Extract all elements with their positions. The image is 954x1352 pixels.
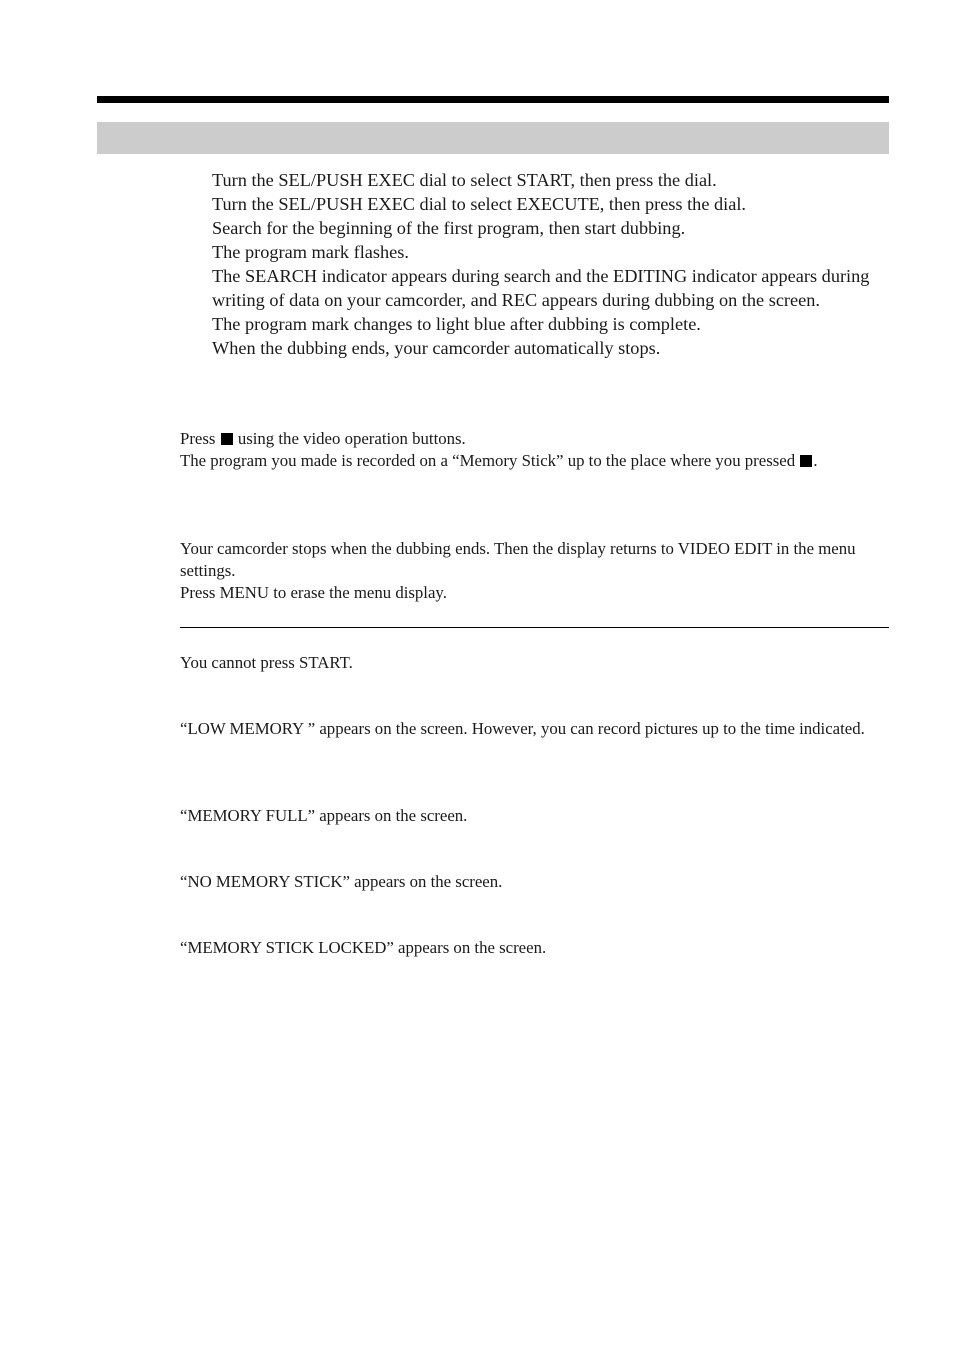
end-instructions xyxy=(180,538,880,604)
step-line: Turn the SEL/PUSH EXEC dial to select START, then press the dial. xyxy=(212,170,717,190)
note-item xyxy=(180,805,880,827)
stop-square-icon xyxy=(221,433,233,445)
end-line-1: Your camcorder stops when the dubbing ends. Then the display returns to VIDEO EDIT in the menu settings. xyxy=(180,539,856,580)
stop-instructions xyxy=(180,428,880,472)
step-line: The program mark changes to light blue after dubbing is complete. xyxy=(212,314,701,334)
note-text: “LOW MEMORY ” appears on the screen. However, you can record pictures up to the time indicated. xyxy=(180,719,865,738)
note-text: “MEMORY STICK LOCKED” appears on the screen. xyxy=(180,938,547,957)
text-span: The program you made is recorded on a “Memory Stick” up to the place where you pressed xyxy=(180,451,800,470)
section-heading-band xyxy=(97,122,889,154)
note-text: You cannot press START. xyxy=(180,653,353,672)
text-span: . xyxy=(813,451,818,470)
stop-line-1 xyxy=(180,428,880,450)
text-span: using the video operation buttons. xyxy=(233,429,466,448)
note-item xyxy=(180,718,880,740)
stop-line-2 xyxy=(180,450,880,472)
note-item xyxy=(180,937,880,959)
text-span: Press xyxy=(180,429,220,448)
step-line: Turn the SEL/PUSH EXEC dial to select EXECUTE, then press the dial. xyxy=(212,194,746,214)
step-line: When the dubbing ends, your camcorder automatically stops. xyxy=(212,338,661,358)
step-line: The program mark flashes. xyxy=(212,242,409,262)
section-divider xyxy=(180,627,889,628)
end-line-2: Press MENU to erase the menu display. xyxy=(180,583,447,602)
step-line: Search for the beginning of the first program, then start dubbing. xyxy=(212,218,686,238)
step-line: The SEARCH indicator appears during search and the EDITING indicator appears during writing of data on your camcorder, and REC appears during dubbing on the screen. xyxy=(212,266,870,310)
step-list xyxy=(212,168,882,360)
note-text: “MEMORY FULL” appears on the screen. xyxy=(180,806,468,825)
top-rule xyxy=(97,96,889,103)
note-item xyxy=(180,871,880,893)
note-text: “NO MEMORY STICK” appears on the screen. xyxy=(180,872,503,891)
stop-square-icon xyxy=(800,455,812,467)
note-item xyxy=(180,652,880,674)
